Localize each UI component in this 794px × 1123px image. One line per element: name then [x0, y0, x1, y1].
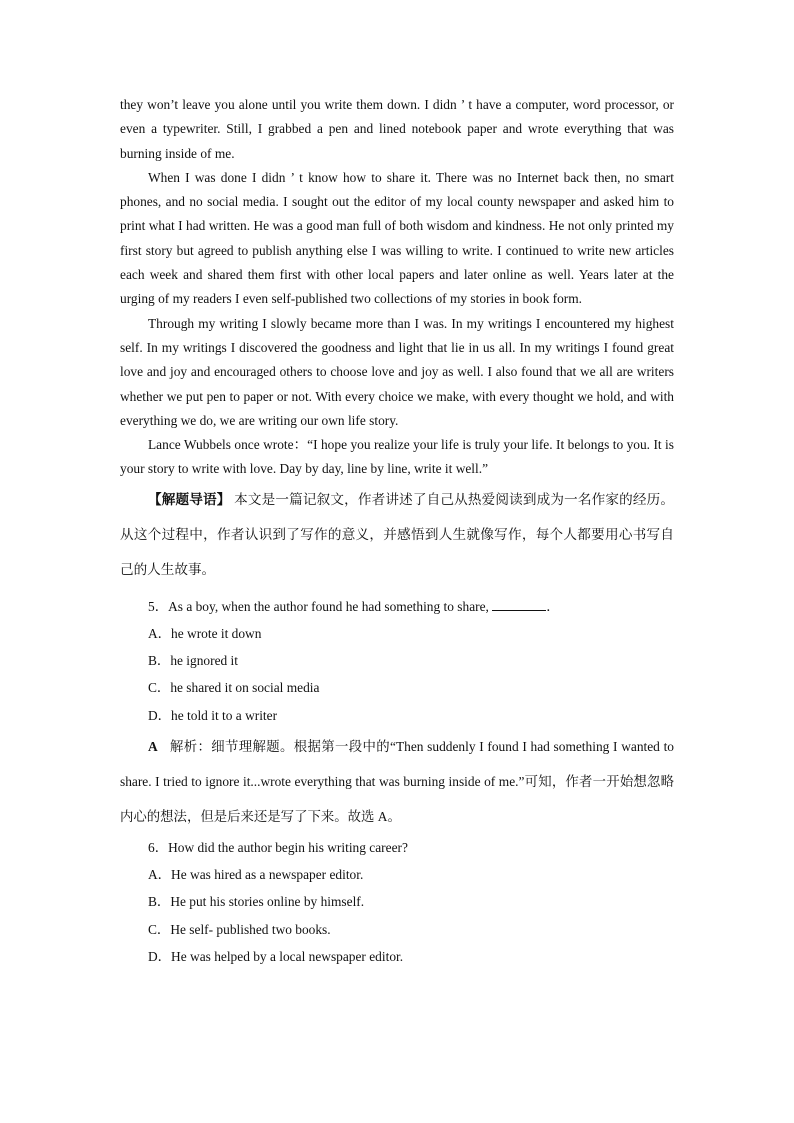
question-5: [120, 593, 674, 834]
question-5-option-c: C．he shared it on social media: [148, 680, 320, 696]
question-6-option-a: A．He was hired as a newspaper editor.: [148, 866, 364, 882]
passage-paragraph-3: Through my writing I slowly became more than I was. In my writings I encountered my highest self. In my writings I discovered the goodness and light that lie in us all. In my writings I found great love and joy and encouraged others to choose love and joy as well. I also found that we all are writers whether we put pen to paper or not. With every choice we make, with every thought we hold, and with everything we do, we are writing our own life story.: [120, 315, 674, 428]
reading-guide: [120, 482, 674, 587]
question-5-stem: [120, 593, 674, 620]
question-5-stem-text: 5．As a boy, when the author found he had something to share,: [148, 598, 489, 614]
passage-paragraph-2: When I was done I didn ’ t know how to share it. There was no Internet back then, no smart phones, and no social media. I sought out the editor of my local county newspaper and asked him to print what I had written. He was a good man full of both wisdom and kindness. He not only printed my first story but agreed to publish anything else I was willing to write. I continued to write new articles each week and shared them first with other local papers and later online as well. Years later at the urging of my readers I even self-published two collections of my stories in book form.: [120, 169, 674, 307]
question-5-stem-end: ．: [546, 598, 560, 614]
document-page: [120, 93, 674, 970]
question-5-option-d: D．he told it to a writer: [148, 707, 278, 723]
guide-tag: 【解题导语】: [148, 491, 231, 507]
guide-text: 本文是一篇记叙文，作者讲述了自己从热爱阅读到成为一名作家的经历。从这个过程中，作者认识到了写作的意义，并感悟到人生就像写作，每个人都要用心书写自己的人生故事。: [120, 491, 674, 577]
answer-blank: [492, 598, 546, 611]
question-6-option-c: C．He self- published two books.: [148, 921, 331, 937]
question-5-answer: A: [148, 738, 158, 754]
question-6-option-b: B．He put his stories online by himself.: [148, 894, 365, 910]
passage-paragraph-4: Lance Wubbels once wrote：“I hope you realize your life is truly your life. It belongs to you. It is your story to write with love. Day by day, line by line, write it well.”: [120, 437, 674, 477]
question-6-option-d: D．He was helped by a local newspaper editor.: [148, 948, 404, 964]
question-6-stem: 6．How did the author begin his writing career?: [148, 839, 408, 855]
question-5-option-a: A．he wrote it down: [148, 625, 262, 641]
question-6: [120, 834, 674, 970]
passage-paragraph-1: they won’t leave you alone until you write them down. I didn ’ t have a computer, word processor, or even a typewriter. Still, I grabbed a pen and lined notebook paper and wrote everything that was burning inside of me.: [120, 97, 674, 161]
question-5-analysis-text: 解析：细节理解题。根据第一段中的“Then suddenly I found I had something I wanted to share. I tried to ignore it...wrote everything that was burning inside of me.”可知，作者一开始想忽略内心的想法，但是后来还是写了下来。故选 A。: [120, 738, 674, 824]
question-5-analysis: [120, 729, 674, 834]
question-5-option-b: B．he ignored it: [148, 653, 239, 669]
